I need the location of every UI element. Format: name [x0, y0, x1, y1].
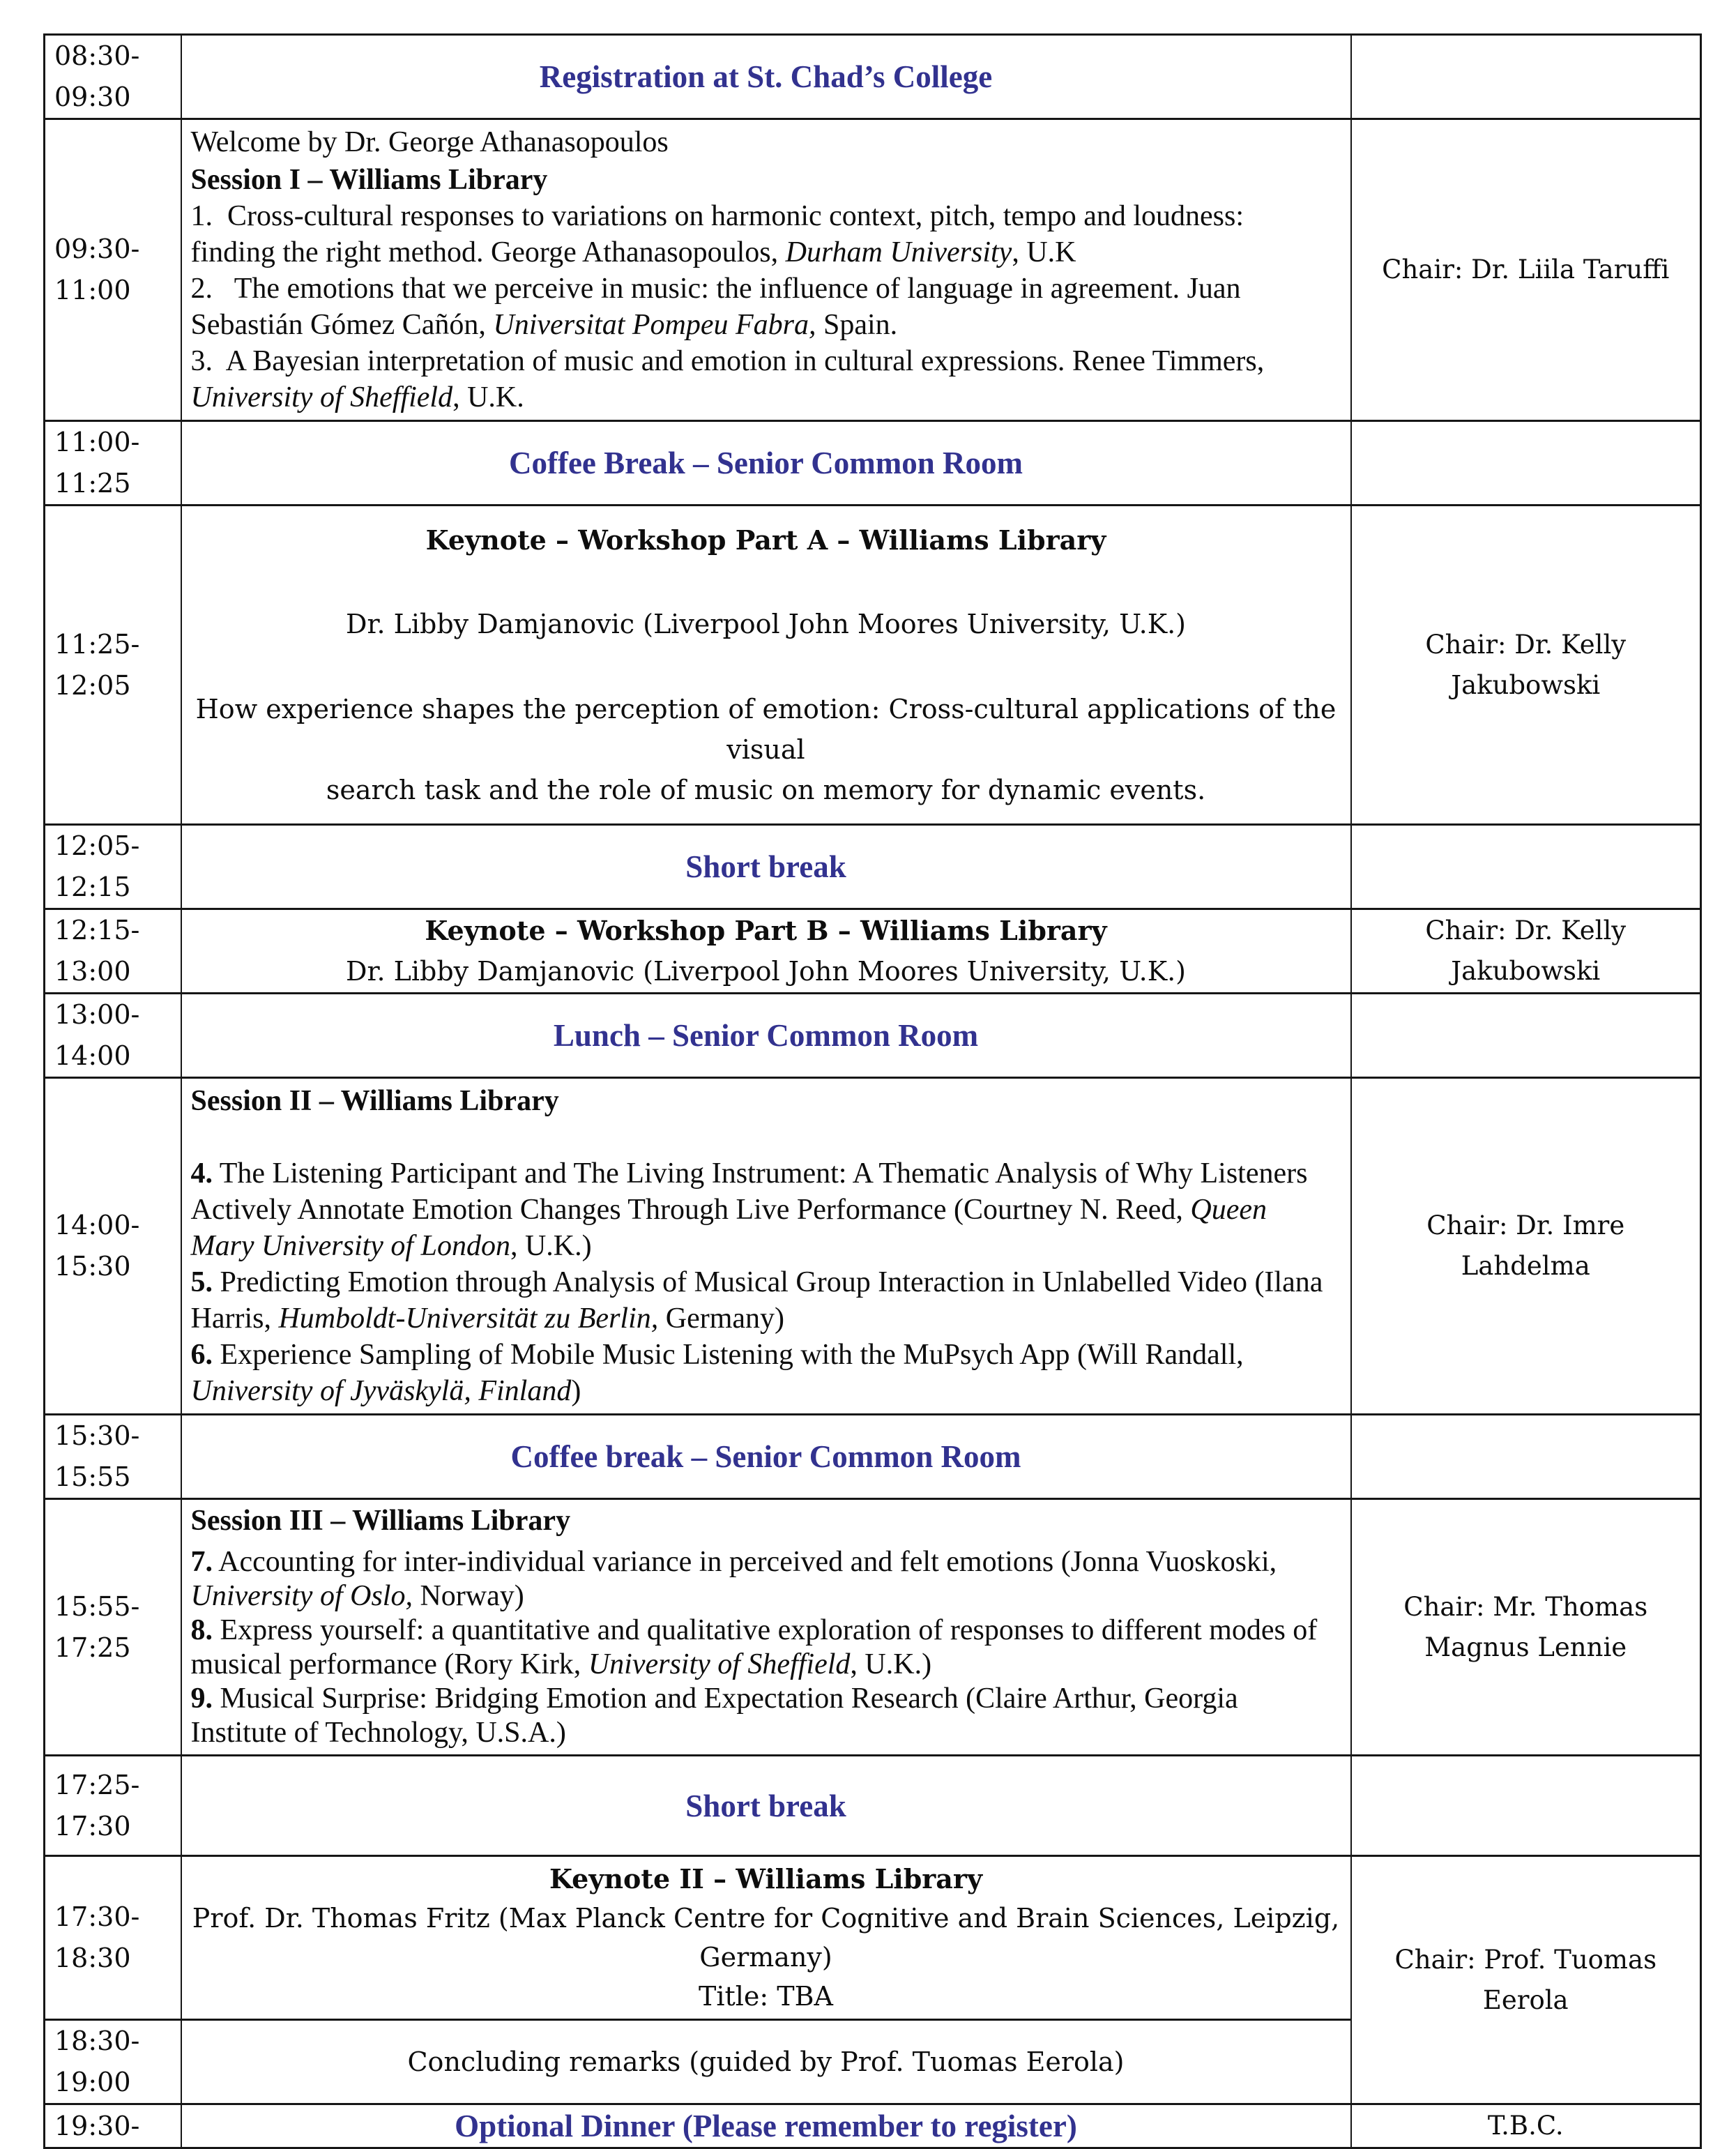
- time-cell: [45, 909, 181, 994]
- time-cell: [45, 994, 181, 1078]
- time-line: 13:00: [54, 956, 131, 987]
- table-row: [45, 825, 1701, 909]
- keynote-heading: Keynote – Workshop Part A – Williams Library: [425, 524, 1106, 556]
- session-item: 8. Express yourself: a quantitative and qualitative exploration of responses to different modes of musical performance (Rory Kirk, University of Sheffield, U.K.): [190, 1614, 1318, 1680]
- chair-cell: [1351, 1856, 1701, 2104]
- time-line: 19:00: [54, 2067, 131, 2097]
- table-row: [45, 2104, 1701, 2148]
- time-line: 14:00-: [54, 1210, 140, 1240]
- session-item: 7. Accounting for inter-individual variance in perceived and felt emotions (Jonna Vuoskoski, University of Oslo, Norway): [190, 1546, 1277, 1612]
- time-cell: [45, 1756, 181, 1856]
- chair-line: Eerola: [1482, 1984, 1569, 2015]
- chair-cell: [1351, 119, 1701, 421]
- table-row: [45, 1499, 1701, 1756]
- time-line: 11:25: [54, 468, 131, 499]
- chair-line: Chair: Mr. Thomas: [1403, 1591, 1648, 1622]
- keynote-speaker: Dr. Libby Damjanovic (Liverpool John Moores University, U.K.): [346, 956, 1186, 987]
- time-line: 12:05: [54, 669, 131, 701]
- chair-cell: [1351, 421, 1701, 506]
- table-row: [45, 35, 1701, 119]
- keynote-heading: Keynote II – Williams Library: [549, 1863, 983, 1894]
- chair-cell: [1351, 1756, 1701, 1856]
- table-row: [45, 1856, 1701, 2020]
- time-line: 12:15: [54, 872, 131, 902]
- keynote-speaker: [192, 1899, 1341, 1977]
- banner-cell: [181, 35, 1351, 119]
- time-line: 15:30-: [54, 1420, 140, 1451]
- keynote-description: [196, 689, 1337, 810]
- session-item: 6. Experience Sampling of Mobile Music Listening with the MuPsych App (Will Randall, University of Jyväskylä, Finland): [190, 1339, 1244, 1407]
- time-line: 08:30-: [54, 40, 140, 71]
- chair-line: Chair: Dr. Kelly: [1425, 916, 1627, 946]
- table-row: [45, 421, 1701, 506]
- table-row: [45, 994, 1701, 1078]
- time-line: 18:30-: [54, 2026, 140, 2056]
- banner-cell: [181, 2104, 1351, 2148]
- remarks-cell: [181, 2020, 1351, 2104]
- keynote-heading: Keynote – Workshop Part B – Williams Library: [425, 915, 1107, 946]
- time-cell: [45, 2020, 181, 2104]
- chair-cell: [1351, 825, 1701, 909]
- keynote-cell: [181, 909, 1351, 994]
- keynote-title-line: Title: TBA: [698, 1981, 833, 2012]
- session-cell: [181, 1499, 1351, 1756]
- chair-line: Chair: Dr. Kelly: [1425, 629, 1627, 660]
- time-line: 11:00: [54, 275, 131, 305]
- session-item: 4. The Listening Participant and The Living Instrument: A Thematic Analysis of Why Listeners Actively Annotate Emotion Changes Through Live Performance (Courtney N. Reed, Queen Mary University of London, U.K.): [190, 1157, 1308, 1262]
- banner-cell: [181, 994, 1351, 1078]
- banner-title: Optional Dinner (Please remember to register): [455, 2109, 1077, 2143]
- session-heading: Session III – Williams Library: [190, 1505, 571, 1537]
- banner-cell: [181, 1756, 1351, 1856]
- time-line: 17:30: [54, 1810, 131, 1842]
- banner-cell: [181, 825, 1351, 909]
- time-line: 09:30: [54, 82, 131, 112]
- speaker-line: Germany): [699, 1942, 832, 1973]
- chair-line: Magnus Lennie: [1424, 1632, 1627, 1662]
- banner-title: Lunch – Senior Common Room: [553, 1018, 979, 1053]
- session-item: 3. A Bayesian interpretation of music and emotion in cultural expressions. Renee Timmers, University of Sheffield, U.K.: [190, 345, 1265, 413]
- banner-cell: [181, 1415, 1351, 1499]
- time-cell: [45, 1856, 181, 2020]
- time-line: 15:55-: [54, 1590, 140, 1622]
- session-cell: [181, 1078, 1351, 1415]
- speaker-line: Prof. Dr. Thomas Fritz (Max Planck Centre for Cognitive and Brain Sciences, Leipzig,: [192, 1903, 1340, 1934]
- banner-title: Short break: [685, 849, 846, 884]
- chair-cell: [1351, 1415, 1701, 1499]
- banner-title: Coffee Break – Senior Common Room: [508, 446, 1023, 480]
- session-item: 9. Musical Surprise: Bridging Emotion and Expectation Research (Claire Arthur, Georgia Institute of Technology, U.S.A.): [190, 1683, 1238, 1749]
- table-row: [45, 119, 1701, 421]
- keynote-cell: [181, 506, 1351, 825]
- chair-cell: [1351, 2104, 1701, 2148]
- time-line: 14:00: [54, 1040, 131, 1071]
- time-cell: [45, 2104, 181, 2148]
- chair-cell: [1351, 35, 1701, 119]
- concluding-remarks: Concluding remarks (guided by Prof. Tuomas Eerola): [407, 2047, 1125, 2077]
- banner-title: Short break: [685, 1788, 846, 1823]
- time-line: 11:25-: [54, 628, 140, 660]
- chair-line: Lahdelma: [1461, 1251, 1590, 1281]
- time-line: 17:25-: [54, 1769, 140, 1800]
- time-line: 17:25: [54, 1632, 131, 1663]
- table-row: [45, 909, 1701, 994]
- table-row: [45, 506, 1701, 825]
- time-line: 19:30-: [54, 2110, 140, 2141]
- time-line: 15:30: [54, 1251, 131, 1282]
- session-heading: Session I – Williams Library: [190, 164, 548, 196]
- banner-cell: [181, 421, 1351, 506]
- time-line: 13:00-: [54, 999, 140, 1030]
- time-cell: [45, 35, 181, 119]
- banner-title: Coffee break – Senior Common Room: [510, 1439, 1021, 1474]
- chair-line: Jakubowski: [1451, 669, 1601, 700]
- session-item: 5. Predicting Emotion through Analysis of Musical Group Interaction in Unlabelled Video (Ilana Harris, Humboldt-Universität zu Berlin, Germany): [190, 1266, 1323, 1335]
- time-cell: [45, 1415, 181, 1499]
- time-line: 11:00-: [54, 427, 140, 457]
- table-row: [45, 1415, 1701, 1499]
- time-cell: [45, 1078, 181, 1415]
- chair-line: Chair: Prof. Tuomas: [1394, 1944, 1657, 1975]
- session-item: 2. The emotions that we perceive in music: the influence of language in agreement. Juan Sebastián Gómez Cañón, Universitat Pompeu Fabra, Spain.: [190, 273, 1241, 341]
- schedule-table: [43, 33, 1702, 2149]
- time-cell: [45, 506, 181, 825]
- description-line: search task and the role of music on memory for dynamic events.: [326, 774, 1206, 805]
- chair-cell: [1351, 1078, 1701, 1415]
- keynote-cell: [181, 1856, 1351, 2020]
- banner-title: Registration at St. Chad’s College: [539, 59, 993, 94]
- chair-cell: [1351, 994, 1701, 1078]
- time-line: 12:15-: [54, 915, 140, 946]
- table-row: [45, 1756, 1701, 1856]
- time-line: 17:30-: [54, 1901, 140, 1932]
- session-item: 1. Cross-cultural responses to variations on harmonic context, pitch, tempo and loudness: finding the right method. George Athanasopoulos, Durham University, U.K: [190, 200, 1244, 268]
- table-row: [45, 1078, 1701, 1415]
- chair-line: Chair: Dr. Imre: [1426, 1210, 1625, 1240]
- chair-line: Jakubowski: [1451, 956, 1601, 986]
- chair-line: Chair: Dr. Liila Taruffi: [1382, 255, 1670, 284]
- chair-line: T.B.C.: [1487, 2111, 1564, 2141]
- chair-cell: [1351, 909, 1701, 994]
- time-line: 15:55: [54, 1461, 131, 1492]
- description-line: How experience shapes the perception of emotion: Cross-cultural applications of the visual: [195, 693, 1337, 765]
- time-cell: [45, 1499, 181, 1756]
- time-cell: [45, 825, 181, 909]
- chair-cell: [1351, 1499, 1701, 1756]
- time-line: 12:05-: [54, 830, 140, 861]
- session-cell: [181, 119, 1351, 421]
- time-cell: [45, 421, 181, 506]
- welcome-note: Welcome by Dr. George Athanasopoulos: [190, 126, 669, 158]
- keynote-speaker: Dr. Libby Damjanovic (Liverpool John Moores University, U.K.): [346, 608, 1186, 639]
- time-cell: [45, 119, 181, 421]
- time-line: 18:30: [54, 1943, 131, 1973]
- session-heading: Session II – Williams Library: [190, 1085, 559, 1117]
- chair-cell: [1351, 506, 1701, 825]
- time-line: 09:30-: [54, 234, 140, 264]
